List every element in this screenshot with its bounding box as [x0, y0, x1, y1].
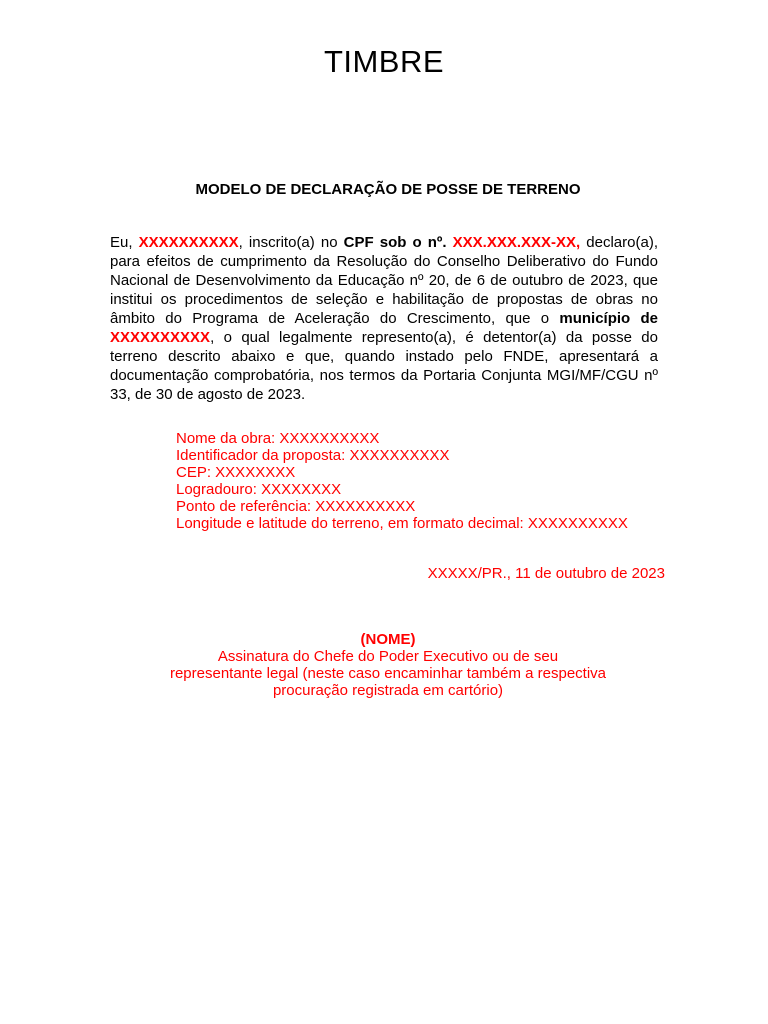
- place-date-line: XXXXX/PR., 11 de outubro de 2023: [427, 565, 665, 582]
- declaration-paragraph: [110, 233, 658, 404]
- paragraph-text: Eu,: [110, 234, 139, 251]
- municipio-label: município de: [559, 310, 658, 327]
- detail-line-cep: CEP: XXXXXXXX: [176, 464, 296, 481]
- signature-caption-line: procuração registrada em cartório): [272, 682, 504, 699]
- signature-caption-line: Assinatura do Chefe do Poder Executivo ou de seu: [217, 648, 559, 665]
- cpf-placeholder: XXX.XXX.XXX-XX,: [452, 234, 581, 251]
- detail-line-nome-obra: Nome da obra: XXXXXXXXXX: [176, 430, 380, 447]
- municipio-placeholder: XXXXXXXXXX: [110, 329, 211, 346]
- name-placeholder: XXXXXXXXXX: [138, 234, 239, 251]
- cpf-label: CPF sob o nº.: [343, 234, 447, 251]
- detail-line-identificador: Identificador da proposta: XXXXXXXXXX: [176, 447, 450, 464]
- detail-line-ponto-referencia: Ponto de referência: XXXXXXXXXX: [176, 498, 416, 515]
- signature-caption-line: representante legal (neste caso encaminhar também a respectiva: [169, 665, 607, 682]
- paragraph-text: declaro(a), para efeitos de cumprimento da Resolução do Conselho Deliberativo do Fundo Nacional de Desenvolvimento da Educação nº 20, de 6 de outubro de 2023, que institui os procedimentos de seleção e habilitação de propostas de obras no âmbito do Programa de Aceleração do Crescimento, que o: [110, 234, 658, 327]
- paragraph-text: , inscrito(a) no: [238, 234, 344, 251]
- detail-line-logradouro: Logradouro: XXXXXXXX: [176, 481, 342, 498]
- letterhead-title: TIMBRE: [323, 44, 445, 79]
- detail-line-coordenadas: Longitude e latitude do terreno, em formato decimal: XXXXXXXXXX: [176, 515, 628, 532]
- terrain-details: [176, 430, 736, 532]
- signature-block: [150, 631, 626, 699]
- paragraph-text: , o qual legalmente represento(a), é detentor(a) da posse do terreno descrito abaixo e que, quando instado pelo FNDE, apresentará a documentação comprobatória, nos termos da Portaria Conjunta MGI/MF/CGU nº 33, de 30 de agosto de 2023.: [110, 329, 658, 403]
- signatory-name: (NOME): [360, 631, 416, 648]
- document-title: MODELO DE DECLARAÇÃO DE POSSE DE TERRENO: [195, 181, 581, 198]
